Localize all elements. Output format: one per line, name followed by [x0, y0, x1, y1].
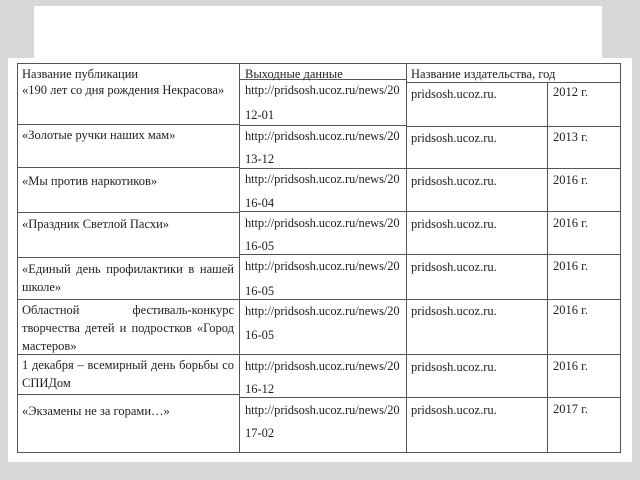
row-4-url-line1: http://pridsosh.ucoz.ru/news/20 [245, 216, 400, 230]
row-divider [18, 167, 239, 168]
row-3-title: «Мы против наркотиков» [22, 174, 158, 188]
row-divider [18, 124, 239, 125]
row-3-url-line1: http://pridsosh.ucoz.ru/news/20 [245, 172, 400, 186]
header-publication: Название публикации [22, 67, 139, 81]
row-2-year: 2013 г. [553, 130, 588, 144]
row-7-url-line2: 16-12 [245, 382, 275, 396]
row-5-url-line1: http://pridsosh.ucoz.ru/news/20 [245, 259, 400, 273]
row-divider [239, 125, 406, 126]
row-8-title: «Экзамены не за горами…» [22, 404, 170, 418]
row-4-publisher: pridsosh.ucoz.ru. [411, 217, 497, 231]
header-publisher: Название издательства, год [411, 67, 556, 81]
row-1-publisher: pridsosh.ucoz.ru. [411, 87, 497, 101]
row-1-url-line1: http://pridsosh.ucoz.ru/news/20 [245, 83, 400, 97]
col-divider-2 [406, 64, 407, 452]
row-5-title: «Единый день профилактики в нашей школе» [22, 262, 234, 294]
row-divider [406, 354, 621, 355]
row-7-year: 2016 г. [553, 359, 588, 373]
row-divider [406, 211, 621, 212]
row-divider [239, 168, 406, 169]
row-1-url-line2: 12-01 [245, 108, 275, 122]
row-3-year: 2016 г. [553, 173, 588, 187]
row-5-publisher: pridsosh.ucoz.ru. [411, 260, 497, 274]
row-8-publisher: pridsosh.ucoz.ru. [411, 403, 497, 417]
row-5-year: 2016 г. [553, 259, 588, 273]
row-divider [239, 354, 406, 355]
row-7-publisher: pridsosh.ucoz.ru. [411, 360, 497, 374]
row-1-year: 2012 г. [553, 85, 588, 99]
row-divider [406, 254, 621, 255]
row-4-url-line2: 16-05 [245, 239, 275, 253]
row-7-url-line1: http://pridsosh.ucoz.ru/news/20 [245, 359, 400, 373]
row-8-year: 2017 г. [553, 402, 588, 416]
row-2-url-line1: http://pridsosh.ucoz.ru/news/20 [245, 129, 400, 143]
row-5-url-line2: 16-05 [245, 284, 275, 298]
row-6-url-line2: 16-05 [245, 328, 275, 342]
row-4-year: 2016 г. [553, 216, 588, 230]
row-6-title: Областной фестиваль-конкурс творчества детей и подростков «Город мастеров» [22, 303, 234, 353]
row-divider [406, 168, 621, 169]
row-6-year: 2016 г. [553, 303, 588, 317]
row-2-title: «Золотые ручки наших мам» [22, 128, 176, 142]
col-divider-1 [239, 64, 240, 452]
row-6-publisher: pridsosh.ucoz.ru. [411, 304, 497, 318]
slide-title-area [34, 6, 602, 62]
row-4-title: «Праздник Светлой Пасхи» [22, 217, 170, 231]
row-divider [406, 126, 621, 127]
row-divider [18, 394, 239, 395]
publications-table [17, 63, 621, 453]
row-1-title: «190 лет со дня рождения Некрасова» [22, 83, 225, 97]
row-7-title: 1 декабря – всемирный день борьбы со СПИДом [22, 358, 234, 390]
row-divider [18, 257, 239, 258]
row-8-url-line1: http://pridsosh.ucoz.ru/news/20 [245, 403, 400, 417]
row-3-publisher: pridsosh.ucoz.ru. [411, 174, 497, 188]
row-divider [18, 299, 239, 300]
header-output: Выходные данные [245, 67, 343, 81]
row-divider [406, 397, 621, 398]
row-8-url-line2: 17-02 [245, 426, 275, 440]
row-2-publisher: pridsosh.ucoz.ru. [411, 131, 497, 145]
row-divider [18, 212, 239, 213]
row-2-url-line2: 13-12 [245, 152, 275, 166]
row-divider [406, 299, 621, 300]
row-3-url-line2: 16-04 [245, 196, 275, 210]
row-6-url-line1: http://pridsosh.ucoz.ru/news/20 [245, 304, 400, 318]
